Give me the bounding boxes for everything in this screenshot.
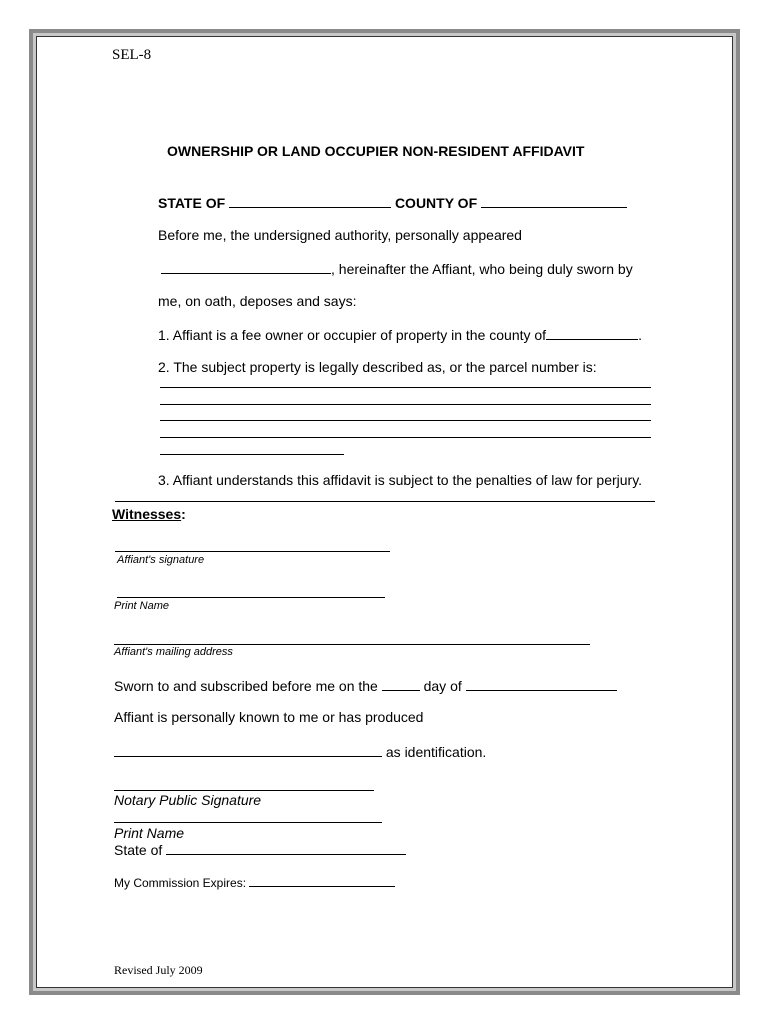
witnesses-colon: : — [181, 506, 186, 522]
item-3: 3. Affiant understands this affidavit is subject to the penalties of law for perjury. — [158, 472, 643, 488]
state-of-label: State of — [114, 842, 163, 858]
legal-description-line-2[interactable] — [160, 404, 651, 405]
notary-print-name-label: Print Name — [114, 825, 185, 841]
affiant-text: , hereinafter the Affiant, who being duly sworn by — [331, 261, 633, 277]
commission-blank[interactable] — [249, 875, 395, 887]
commission-line — [114, 875, 395, 890]
day-of-text: day of — [423, 678, 462, 694]
county-blank[interactable] — [481, 194, 627, 208]
document-title: OWNERSHIP OR LAND OCCUPIER NON-RESIDENT AFFIDAVIT — [167, 143, 585, 159]
item-2: 2. The subject property is legally described as, or the parcel number is: — [158, 359, 597, 375]
mailing-address-label: Affiant's mailing address — [114, 646, 233, 658]
county-label: COUNTY OF — [394, 195, 478, 211]
identification-blank[interactable] — [114, 743, 382, 757]
separator-line — [115, 501, 655, 502]
item-1 — [158, 326, 642, 343]
state-of-line — [114, 841, 406, 858]
notary-signature-label: Notary Public Signature — [114, 792, 262, 808]
item-1-text: 1. Affiant is a fee owner or occupier of property in the county of — [158, 327, 547, 343]
affiant-line — [161, 260, 633, 277]
affiant-name-blank[interactable] — [161, 260, 331, 274]
commission-label: My Commission Expires: — [114, 876, 247, 890]
legal-description-line-3[interactable] — [160, 420, 651, 421]
print-name-label: Print Name — [114, 600, 170, 612]
witnesses-heading — [112, 506, 186, 522]
identification-line — [114, 743, 486, 760]
legal-description-line-4[interactable] — [160, 437, 651, 438]
state-of-blank[interactable] — [166, 841, 406, 855]
sworn-month-blank[interactable] — [466, 677, 617, 691]
sworn-day-blank[interactable] — [382, 677, 420, 691]
revised-date: Revised July 2009 — [114, 963, 203, 977]
known-line: Affiant is personally known to me or has produced — [114, 709, 424, 725]
legal-description-line-1[interactable] — [160, 387, 651, 388]
witnesses-label: Witnesses — [112, 506, 182, 522]
intro-line: Before me, the undersigned authority, personally appeared — [158, 227, 522, 243]
sworn-text: Sworn to and subscribed before me on the — [114, 678, 378, 694]
affiant-signature-line[interactable] — [115, 551, 390, 552]
state-label: STATE OF — [158, 195, 226, 211]
identification-text: as identification. — [385, 744, 487, 760]
legal-description-line-5[interactable] — [160, 454, 344, 455]
affiant-signature-label: Affiant's signature — [117, 554, 205, 566]
print-name-line[interactable] — [117, 597, 385, 598]
item-1-end: . — [638, 327, 642, 343]
oath-line: me, on oath, deposes and says: — [158, 293, 357, 309]
notary-print-name-line[interactable] — [114, 822, 382, 823]
mailing-address-line[interactable] — [114, 644, 590, 645]
notary-signature-line[interactable] — [114, 790, 374, 791]
sworn-line — [114, 677, 617, 694]
form-code: SEL-8 — [112, 47, 152, 63]
state-blank[interactable] — [229, 194, 391, 208]
state-county-line — [158, 194, 627, 211]
county-of-property-blank[interactable] — [546, 326, 638, 340]
